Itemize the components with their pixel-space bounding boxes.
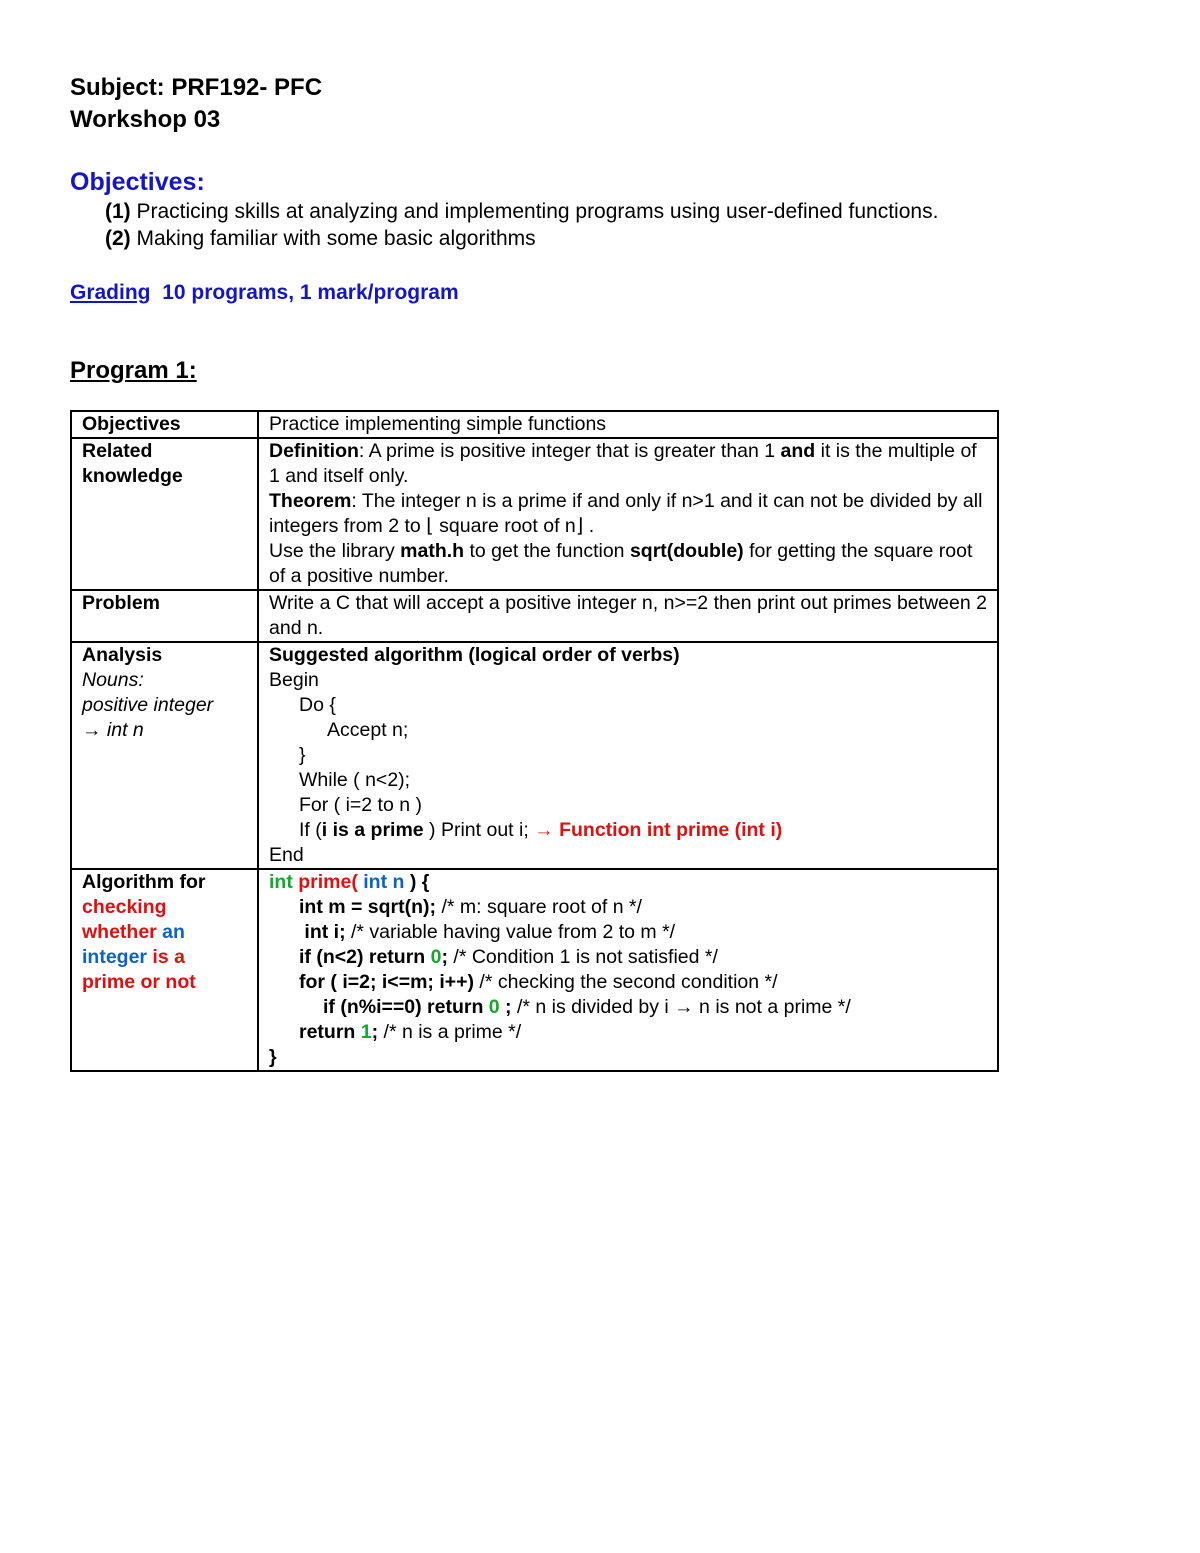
definition-text — [269, 439, 987, 489]
algo-line: While ( n<2); — [299, 769, 411, 791]
algo-part: ) Print out i; — [423, 819, 535, 841]
objective-number: (1) — [105, 200, 131, 223]
definition-part: it is the multiple of 1 and itself only. — [269, 440, 977, 487]
code-part: int i; — [304, 921, 346, 943]
noun-mapping: → int n — [82, 719, 144, 741]
row-label: Related knowledge — [71, 438, 258, 590]
objective-item — [105, 199, 938, 225]
workshop-heading: Workshop 03 — [70, 106, 221, 133]
code-comment: /* n is a prime */ — [378, 1021, 522, 1043]
objective-number: (2) — [105, 227, 131, 250]
table-row-algorithm — [71, 869, 998, 1071]
grading-line — [70, 281, 459, 305]
algo-line — [269, 818, 987, 843]
definition-and: and — [780, 440, 816, 462]
code-line — [269, 920, 987, 945]
algo-line: End — [269, 844, 304, 866]
code-keyword: int — [269, 871, 293, 893]
table-row-problem — [71, 590, 998, 642]
label-line: checking — [82, 896, 167, 918]
table-row-objectives — [71, 411, 998, 438]
code-part: int m = sqrt(n); — [299, 896, 437, 918]
algo-condition: i is a prime — [321, 819, 424, 841]
code-part: ; — [441, 946, 448, 968]
table-row-analysis — [71, 642, 998, 869]
library-part: for getting the square root of a positive number. — [269, 540, 973, 587]
library-function: sqrt(double) — [629, 540, 744, 562]
code-line — [269, 895, 987, 920]
label-part: integer — [82, 946, 148, 968]
subject-heading: Subject: PRF192- PFC — [70, 74, 323, 101]
code-part: ; — [499, 996, 512, 1018]
code-line — [269, 995, 987, 1020]
code-param: int n — [357, 871, 405, 893]
library-name: math.h — [400, 540, 465, 562]
definition-label: Definition — [269, 440, 359, 462]
library-part: Use the library — [269, 540, 401, 562]
algo-line: For ( i=2 to n ) — [299, 794, 422, 816]
theorem-part: : The integer n is a prime if and only if n>1 and it can not be divided by all integers from 2 to ⌊ square root of n⌋ . — [269, 490, 983, 537]
nouns-label: Nouns: — [82, 669, 144, 691]
code-part: ; — [371, 1021, 379, 1043]
theorem-label: Theorem — [269, 490, 352, 512]
label-line: prime or not — [82, 971, 196, 993]
code-comment: /* variable having value from 2 to m */ — [345, 921, 676, 943]
objective-text: Making familiar with some basic algorithms — [130, 227, 536, 250]
label-part: whether — [82, 921, 157, 943]
code-part: if (n<2) return — [299, 946, 431, 968]
code-part: for ( i=2; i<=m; i++) — [299, 971, 475, 993]
row-label — [71, 642, 258, 869]
label-line — [82, 945, 247, 970]
row-content — [258, 438, 998, 590]
code-literal: 0 — [488, 996, 500, 1018]
code-literal: 1 — [360, 1021, 372, 1043]
algo-part: If ( — [299, 819, 322, 841]
label-line — [82, 920, 247, 945]
code-line — [269, 970, 987, 995]
code-comment: /* m: square root of n */ — [436, 896, 642, 918]
objective-item — [105, 226, 536, 252]
algo-line: Begin — [269, 669, 319, 691]
code-comment: /* checking the second condition */ — [474, 971, 778, 993]
code-line — [269, 1020, 987, 1045]
algorithm-title: Suggested algorithm (logical order of verbs) — [269, 644, 680, 666]
objective-text: Practicing skills at analyzing and implementing programs using user-defined functions. — [130, 200, 939, 223]
algo-line: Accept n; — [327, 719, 409, 741]
code-line: } — [269, 1046, 277, 1068]
code-literal: 0 — [430, 946, 442, 968]
code-part: ) { — [404, 871, 430, 893]
code-function-name: prime( — [292, 871, 358, 893]
code-comment: /* n is divided by i → n is not a prime */ — [511, 996, 851, 1018]
library-text — [269, 539, 987, 589]
program-table — [70, 410, 999, 1072]
grading-text: 10 programs, 1 mark/program — [162, 281, 459, 304]
code-comment: /* Condition 1 is not satisfied */ — [448, 946, 718, 968]
row-label: Objectives — [71, 411, 258, 438]
row-label: Problem — [71, 590, 258, 642]
algo-line: } — [299, 744, 306, 766]
library-part: to get the function — [464, 540, 630, 562]
algo-line: Do { — [299, 694, 336, 716]
row-content: Write a C that will accept a positive integer n, n>=2 then print out primes between 2 and n. — [258, 590, 998, 642]
code-part: return — [299, 1021, 361, 1043]
code-part: if (n%i==0) return — [323, 996, 489, 1018]
row-label — [71, 869, 258, 1071]
row-content: Practice implementing simple functions — [258, 411, 998, 438]
definition-part: : A prime is positive integer that is greater than 1 — [358, 440, 781, 462]
table-row-related-knowledge — [71, 438, 998, 590]
label-part: is a — [147, 946, 185, 968]
row-content — [258, 642, 998, 869]
label-part: an — [156, 921, 185, 943]
objectives-heading: Objectives: — [70, 168, 205, 196]
theorem-text — [269, 489, 987, 539]
grading-label: Grading — [70, 281, 151, 304]
code-line — [269, 945, 987, 970]
code-block — [258, 869, 998, 1071]
code-line — [269, 870, 987, 895]
label-line: Algorithm for — [82, 871, 206, 893]
function-reference: → Function int prime (int i) — [534, 819, 783, 841]
noun-item: positive integer — [82, 694, 214, 716]
program-title: Program 1: — [70, 357, 197, 384]
analysis-label: Analysis — [82, 644, 163, 666]
